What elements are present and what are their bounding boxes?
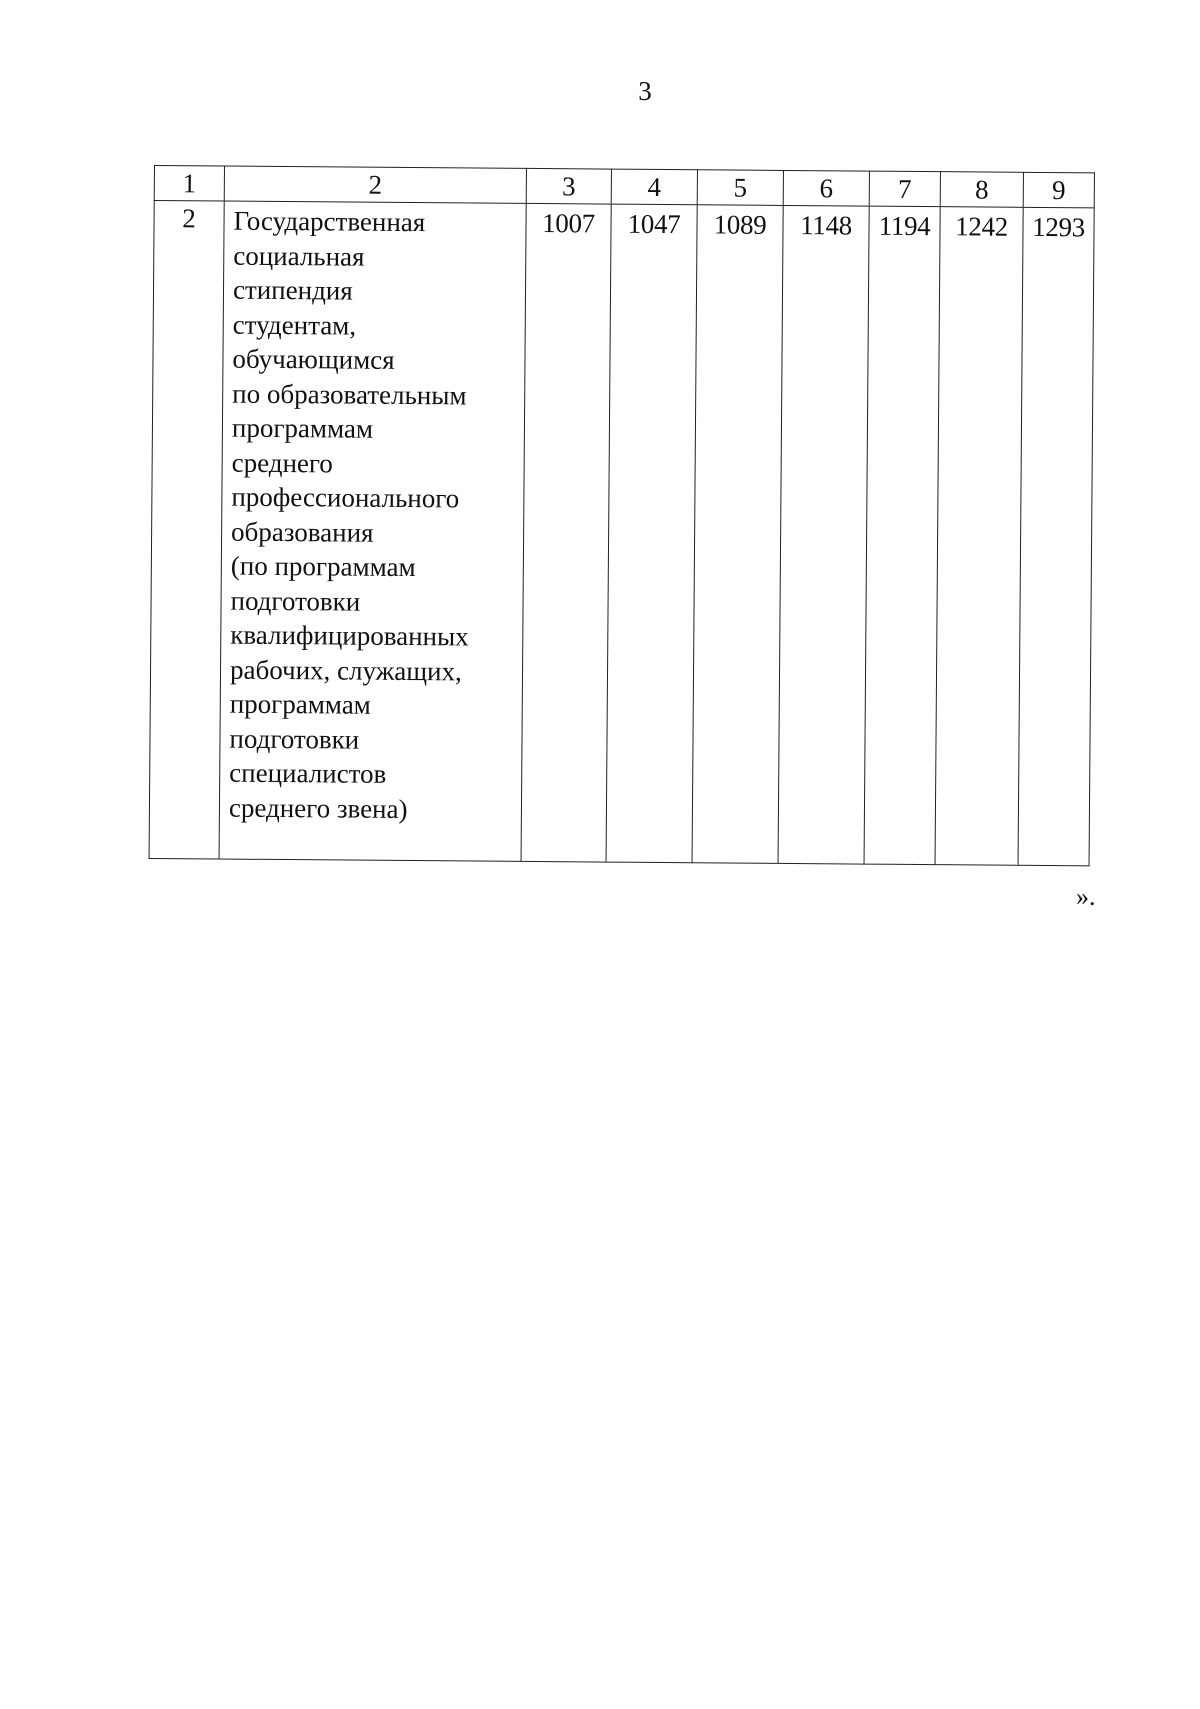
- header-cell: 1: [154, 166, 224, 202]
- name-line: по образовательным: [232, 378, 467, 410]
- value-cell: 1242: [935, 207, 1023, 866]
- name-line: специалистов: [229, 757, 387, 789]
- name-line: квалифицированных: [230, 619, 469, 652]
- page-number: 3: [638, 76, 652, 106]
- stipend-table: [149, 165, 1095, 866]
- header-cell: 9: [1023, 172, 1094, 208]
- closing-quote-mark: ».: [1076, 882, 1096, 911]
- header-cell: 5: [697, 170, 783, 206]
- header-cell: 8: [940, 172, 1023, 208]
- name-line: обучающимся: [232, 343, 395, 375]
- name-line: подготовки: [229, 723, 360, 755]
- name-line: программам: [231, 412, 374, 444]
- value-cell: 1089: [692, 205, 783, 864]
- name-line: среднего звена): [228, 792, 408, 824]
- value-cell: 1007: [521, 203, 611, 862]
- name-line: рабочих, служащих,: [229, 654, 462, 686]
- table-container: [149, 165, 1095, 866]
- name-line: стипендия: [232, 274, 353, 306]
- header-cell: 4: [611, 169, 697, 205]
- value-cell: 1047: [606, 204, 697, 863]
- value-cell: 1148: [778, 205, 869, 864]
- name-line: (по программам: [230, 550, 416, 583]
- name-line: профессионального: [231, 481, 460, 514]
- header-cell: 2: [224, 166, 526, 203]
- name-line: студентам,: [232, 309, 357, 341]
- name-line: подготовки: [230, 585, 361, 617]
- value-cell: 1194: [864, 206, 940, 865]
- name-line: образования: [231, 516, 374, 548]
- value-cell: 1293: [1018, 207, 1094, 866]
- name-line: среднего: [231, 447, 333, 478]
- table-row: [149, 201, 1094, 866]
- header-cell: 3: [526, 168, 611, 204]
- row-name-cell: [219, 201, 526, 861]
- header-cell: 7: [869, 171, 940, 207]
- header-cell: 6: [783, 170, 869, 206]
- name-line: Государственная: [233, 205, 426, 238]
- row-number-cell: 2: [149, 201, 224, 860]
- name-line: социальная: [233, 240, 365, 272]
- name-line: программам: [229, 688, 371, 720]
